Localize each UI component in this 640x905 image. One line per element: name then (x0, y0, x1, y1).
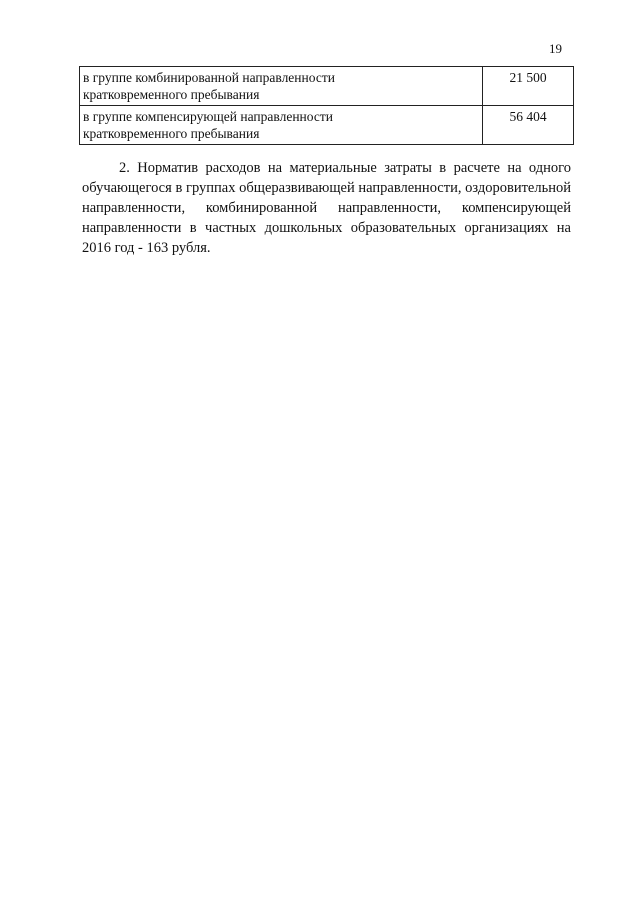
table-row (80, 106, 574, 145)
rate-table (79, 66, 574, 145)
label-line: в группе компенсирующей направленности (83, 109, 333, 124)
page-number: 19 (549, 41, 562, 56)
table-cell-value: 21 500 (483, 67, 574, 106)
table-cell-value: 56 404 (483, 106, 574, 145)
body-paragraph: 2. Норматив расходов на материальные затраты в расчете на одного обучающегося в группах общеразвивающей направленности, оздоровительной направленности, комбинированной направленности, компенсирующей направленности в частных дошкольных образовательных организациях на 2016 год - 163 рубля. (82, 160, 571, 256)
table-row (80, 67, 574, 106)
table-cell-label (80, 67, 483, 106)
label-line: в группе комбинированной направленности (83, 70, 335, 85)
label-line: кратковременного пребывания (83, 126, 260, 141)
table-cell-label (80, 106, 483, 145)
label-line: кратковременного пребывания (83, 87, 260, 102)
